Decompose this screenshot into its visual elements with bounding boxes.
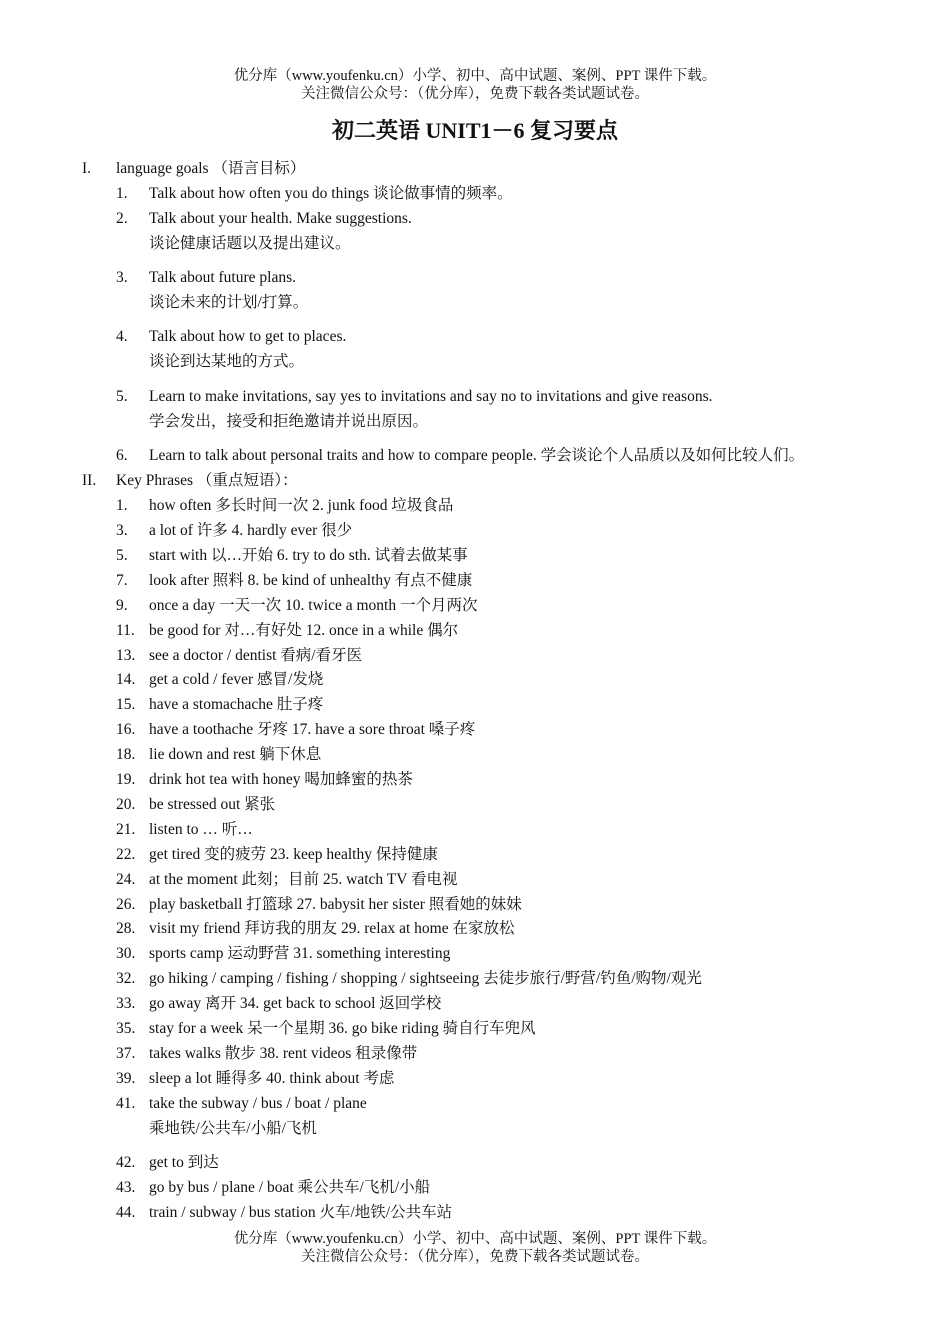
item-number: 32. — [116, 970, 136, 987]
item-number: 13. — [116, 647, 136, 664]
item-number: 30. — [116, 945, 136, 962]
page-header — [0, 67, 950, 103]
item-number: 19. — [116, 771, 136, 788]
footer-line-2: 关注微信公众号：（优分库），免费下载各类试题试卷。 — [301, 1249, 649, 1265]
header-line-1: 优分库（www.youfenku.cn）小学、初中、高中试题、案例、PPT 课件下载。 — [233, 68, 717, 84]
item-text: get to 到达 — [149, 1154, 219, 1171]
item-text: how often 多长时间一次 2. junk food 垃圾食品 — [149, 497, 454, 514]
item-number: 1. — [116, 497, 128, 514]
item-text: at the moment 此刻；目前 25. watch TV 看电视 — [149, 871, 458, 888]
item-number: 28. — [116, 920, 136, 937]
item-text: Talk about future plans. — [149, 269, 296, 286]
item-text: train / subway / bus station 火车/地铁/公共车站 — [149, 1204, 453, 1221]
section-number: II. — [82, 472, 97, 489]
item-number: 3. — [116, 522, 128, 539]
item-text: Learn to make invitations, say yes to invitations and say no to invitations and give reasons. — [149, 388, 713, 405]
section-number: I. — [82, 160, 92, 177]
header-line-2: 关注微信公众号：（优分库），免费下载各类试题试卷。 — [301, 86, 649, 102]
item-number: 35. — [116, 1020, 136, 1037]
item-number: 26. — [116, 896, 136, 913]
item-text: go away 离开 34. get back to school 返回学校 — [149, 995, 442, 1012]
item-text: start with 以…开始 6. try to do sth. 试着去做某事 — [149, 547, 468, 564]
item-number: 11. — [116, 622, 135, 639]
item-text: Talk about your health. Make suggestions. — [149, 210, 412, 227]
section-label: language goals （语言目标） — [116, 160, 306, 177]
item-text: Learn to talk about personal traits and how to compare people. 学会谈论个人品质以及如何比较人们。 — [149, 447, 805, 464]
item-number: 5. — [116, 547, 128, 564]
item-text: be stressed out 紧张 — [149, 796, 276, 813]
item-text: take the subway / bus / boat / plane — [149, 1095, 367, 1112]
item-number: 39. — [116, 1070, 136, 1087]
item-text: sleep a lot 睡得多 40. think about 考虑 — [149, 1070, 395, 1087]
item-text: stay for a week 呆一个星期 36. go bike riding 骑自行车兜风 — [149, 1020, 536, 1037]
item-number: 18. — [116, 746, 136, 763]
item-translation: 谈论到达某地的方式。 — [149, 353, 305, 370]
item-number: 2. — [116, 210, 128, 227]
item-number: 24. — [116, 871, 136, 888]
item-number: 7. — [116, 572, 128, 589]
item-text: sports camp 运动野营 31. something interesting — [149, 945, 451, 962]
item-number: 42. — [116, 1154, 136, 1171]
item-text: Talk about how often you do things 谈论做事情的频率。 — [149, 185, 513, 202]
item-text: once a day 一天一次 10. twice a month 一个月两次 — [149, 597, 478, 614]
item-number: 44. — [116, 1204, 136, 1221]
document-title: 初二英语 UNIT1－6 复习要点 — [331, 118, 618, 143]
item-text: look after 照料 8. be kind of unhealthy 有点不健康 — [149, 572, 473, 589]
item-translation: 乘地铁/公共车/小船/飞机 — [149, 1120, 317, 1137]
item-number: 4. — [116, 328, 128, 345]
item-number: 3. — [116, 269, 128, 286]
section-label: Key Phrases （重点短语）： — [116, 472, 298, 489]
item-number: 21. — [116, 821, 136, 838]
item-text: lie down and rest 躺下休息 — [149, 746, 322, 763]
item-number: 43. — [116, 1179, 136, 1196]
item-text: have a toothache 牙疼 17. have a sore throat 嗓子疼 — [149, 721, 476, 738]
item-text: get tired 变的疲劳 23. keep healthy 保持健康 — [149, 846, 438, 863]
item-text: takes walks 散步 38. rent videos 租录像带 — [149, 1045, 418, 1062]
item-text: be good for 对…有好处 12. once in a while 偶尔 — [149, 622, 459, 639]
item-text: Talk about how to get to places. — [149, 328, 347, 345]
item-text: play basketball 打篮球 27. babysit her sister 照看她的妹妹 — [149, 896, 522, 913]
item-text: have a stomachache 肚子疼 — [149, 696, 324, 713]
item-number: 1. — [116, 185, 128, 202]
item-translation: 学会发出，接受和拒绝邀请并说出原因。 — [149, 413, 429, 430]
item-number: 20. — [116, 796, 136, 813]
item-translation: 谈论未来的计划/打算。 — [149, 294, 309, 311]
item-text: visit my friend 拜访我的朋友 29. relax at home 在家放松 — [149, 920, 515, 937]
footer-line-1: 优分库（www.youfenku.cn）小学、初中、高中试题、案例、PPT 课件下载。 — [233, 1231, 717, 1247]
item-text: go hiking / camping / fishing / shopping / sightseeing 去徒步旅行/野营/钓鱼/购物/观光 — [149, 970, 702, 987]
item-number: 16. — [116, 721, 136, 738]
item-number: 22. — [116, 846, 136, 863]
item-text: drink hot tea with honey 喝加蜂蜜的热茶 — [149, 771, 413, 788]
item-number: 6. — [116, 447, 128, 464]
item-number: 33. — [116, 995, 136, 1012]
page-footer — [0, 1230, 950, 1266]
item-number: 5. — [116, 388, 128, 405]
item-text: see a doctor / dentist 看病/看牙医 — [149, 647, 363, 664]
item-text: go by bus / plane / boat 乘公共车/飞机/小船 — [149, 1179, 431, 1196]
item-number: 37. — [116, 1045, 136, 1062]
item-translation: 谈论健康话题以及提出建议。 — [149, 235, 351, 252]
item-number: 41. — [116, 1095, 136, 1112]
item-number: 9. — [116, 597, 128, 614]
item-text: listen to … 听… — [149, 821, 253, 838]
item-number: 14. — [116, 671, 136, 688]
item-text: a lot of 许多 4. hardly ever 很少 — [149, 522, 353, 539]
item-number: 15. — [116, 696, 136, 713]
item-text: get a cold / fever 感冒/发烧 — [149, 671, 324, 688]
